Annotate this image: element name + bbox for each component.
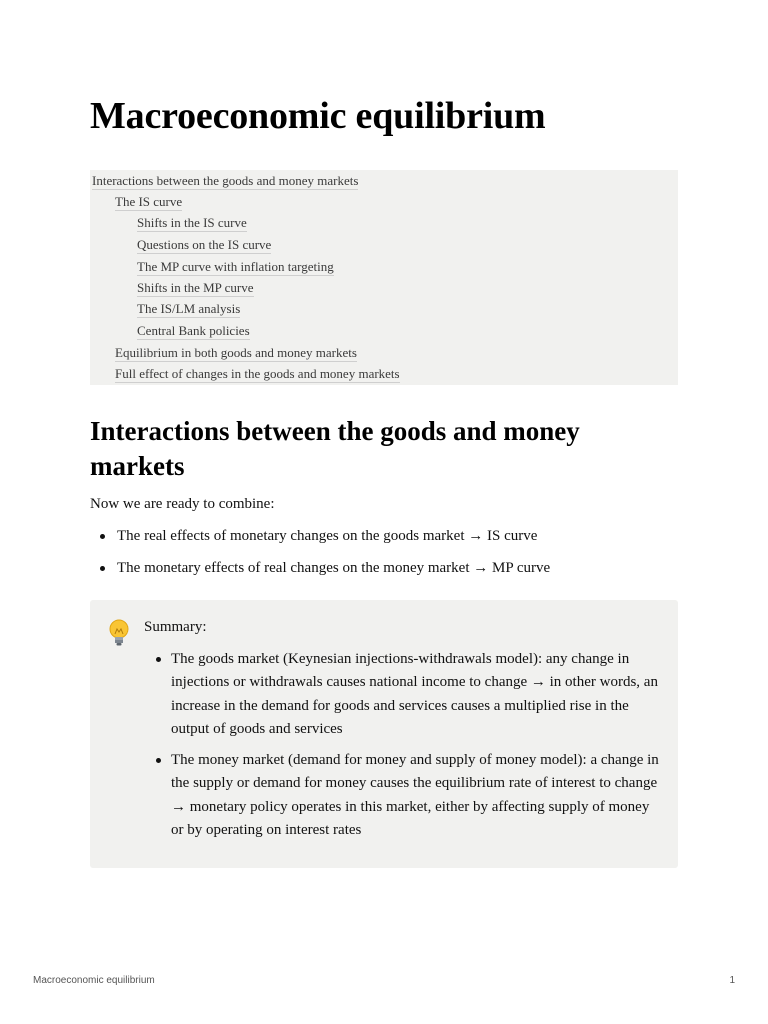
toc-link-is-curve[interactable]: The IS curve <box>115 194 183 209</box>
list-item-text: The goods market (Keynesian injections-withdrawals model): any change in injections or withdrawals causes national income to change → in other words, an increase in the demand for goods and services causes a multiplied rise in the output of goods and services <box>171 651 658 738</box>
toc-link-mp-curve[interactable]: The MP curve with inflation targeting <box>137 259 334 274</box>
toc-link-shifts-mp-curve[interactable]: Shifts in the MP curve <box>137 280 254 295</box>
section-heading: Interactions between the goods and money markets <box>90 416 580 481</box>
bullet-dot-icon <box>156 758 161 763</box>
list-item-text: The real effects of monetary changes on the goods market → IS curve <box>117 528 538 544</box>
summary-callout <box>90 600 678 868</box>
lightbulb-icon <box>106 618 132 648</box>
toc-link-equilibrium-both[interactable]: Equilibrium in both goods and money markets <box>115 345 357 360</box>
toc-link-questions-is-curve[interactable]: Questions on the IS curve <box>137 237 272 252</box>
bullet-dot-icon <box>100 566 105 571</box>
page-title: Macroeconomic equilibrium <box>90 95 546 137</box>
list-item <box>144 648 664 742</box>
callout-title: Summary: <box>144 619 207 635</box>
toc-link-shifts-is-curve[interactable]: Shifts in the IS curve <box>137 215 247 230</box>
bullet-dot-icon <box>100 534 105 539</box>
toc-link-full-effect[interactable]: Full effect of changes in the goods and money markets <box>115 366 400 381</box>
list-item-text: The money market (demand for money and supply of money model): a change in the supply or demand for money causes the equilibrium rate of interest to change → monetary policy operates in this market, either by affecting supply of money or by operating on interest rates <box>171 752 659 839</box>
bullet-dot-icon <box>156 657 161 662</box>
toc-link-interactions[interactable]: Interactions between the goods and money markets <box>92 173 359 188</box>
toc-link-central-bank-policies[interactable]: Central Bank policies <box>137 323 250 338</box>
footer-doc-title: Macroeconomic equilibrium <box>33 975 155 986</box>
footer-page-number: 1 <box>729 975 735 986</box>
table-of-contents <box>90 170 678 385</box>
list-item-text: The monetary effects of real changes on the money market → MP curve <box>117 560 551 576</box>
list-item <box>144 749 664 843</box>
intro-paragraph: Now we are ready to combine: <box>90 496 275 512</box>
toc-link-is-lm-analysis[interactable]: The IS/LM analysis <box>137 301 241 316</box>
